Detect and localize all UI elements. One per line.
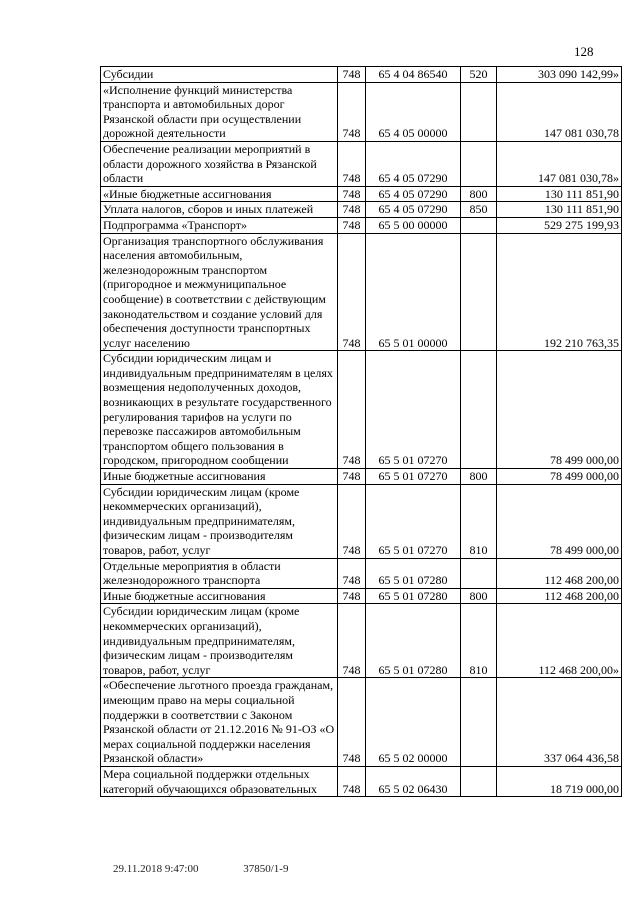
row-amount-cell: 529 275 199,93 (497, 217, 622, 233)
row-name-cell: Уплата налогов, сборов и иных платежей (101, 202, 338, 218)
row-target-code-cell: 65 5 01 07280 (366, 604, 461, 678)
table-row (101, 766, 622, 796)
row-admin-code-cell: 748 (338, 469, 366, 485)
table-row (101, 604, 622, 678)
row-amount-cell: 78 499 000,00 (497, 484, 622, 558)
row-name-cell: «Обеспечение льготного проезда гражданам, имеющим право на меры социальной поддержки в соответствии с Законом Рязанской области от 21.12.2016 № 91-ОЗ «О мерах социальной поддержки населения Рязанской области» (101, 678, 338, 767)
row-amount-cell: 303 090 142,99» (497, 67, 622, 83)
row-expense-type-cell (461, 678, 497, 767)
row-expense-type-cell: 810 (461, 484, 497, 558)
row-amount-cell: 192 210 763,35 (497, 233, 622, 351)
row-amount-cell: 112 468 200,00 (497, 558, 622, 588)
table-row (101, 67, 622, 83)
row-amount-cell: 112 468 200,00» (497, 604, 622, 678)
row-name-cell: «Исполнение функций министерства транспорта и автомобильных дорог Рязанской области при осуществлении дорожной деятельности (101, 82, 338, 141)
row-amount-cell: 78 499 000,00 (497, 351, 622, 469)
row-target-code-cell: 65 4 05 07290 (366, 141, 461, 186)
row-admin-code-cell: 748 (338, 484, 366, 558)
row-expense-type-cell: 800 (461, 469, 497, 485)
row-expense-type-cell: 800 (461, 588, 497, 604)
row-admin-code-cell: 748 (338, 202, 366, 218)
row-expense-type-cell (461, 141, 497, 186)
row-amount-cell: 147 081 030,78» (497, 141, 622, 186)
row-target-code-cell: 65 5 02 00000 (366, 678, 461, 767)
table-row (101, 202, 622, 218)
row-target-code-cell: 65 5 02 06430 (366, 766, 461, 796)
row-expense-type-cell (461, 217, 497, 233)
row-target-code-cell: 65 5 01 07270 (366, 351, 461, 469)
row-amount-cell: 130 111 851,90 (497, 202, 622, 218)
row-name-cell: Подпрограмма «Транспорт» (101, 217, 338, 233)
row-expense-type-cell (461, 558, 497, 588)
row-expense-type-cell (461, 766, 497, 796)
row-target-code-cell: 65 5 00 00000 (366, 217, 461, 233)
row-expense-type-cell: 520 (461, 67, 497, 83)
budget-table (100, 66, 622, 797)
footer-doc-id: 37850/1-9 (243, 863, 289, 875)
table-row (101, 217, 622, 233)
row-name-cell: Иные бюджетные ассигнования (101, 588, 338, 604)
row-admin-code-cell: 748 (338, 604, 366, 678)
table-row (101, 351, 622, 469)
row-target-code-cell: 65 5 01 07270 (366, 469, 461, 485)
row-name-cell: Обеспечение реализации мероприятий в области дорожного хозяйства в Рязанской области (101, 141, 338, 186)
footer (113, 863, 330, 875)
row-admin-code-cell: 748 (338, 678, 366, 767)
row-admin-code-cell: 748 (338, 766, 366, 796)
row-target-code-cell: 65 4 04 86540 (366, 67, 461, 83)
row-name-cell: Организация транспортного обслуживания населения автомобильным, железнодорожным транспортом (пригородное и межмуниципальное сообщение) в соответствии с действующим законодательством и создание условий для обеспечения доступности транспортных услуг населению (101, 233, 338, 351)
table-row (101, 558, 622, 588)
row-admin-code-cell: 748 (338, 217, 366, 233)
row-target-code-cell: 65 5 01 07270 (366, 484, 461, 558)
row-target-code-cell: 65 5 01 00000 (366, 233, 461, 351)
table-row (101, 678, 622, 767)
row-admin-code-cell: 748 (338, 233, 366, 351)
row-expense-type-cell: 850 (461, 202, 497, 218)
row-admin-code-cell: 748 (338, 351, 366, 469)
row-amount-cell: 112 468 200,00 (497, 588, 622, 604)
row-expense-type-cell (461, 82, 497, 141)
row-admin-code-cell: 748 (338, 186, 366, 202)
table-row (101, 588, 622, 604)
row-amount-cell: 18 719 000,00 (497, 766, 622, 796)
row-expense-type-cell (461, 351, 497, 469)
row-name-cell: Субсидии юридическим лицам и индивидуальным предпринимателям в целях возмещения недополученных доходов, возникающих в результате государственного регулирования тарифов на услуги по перевозке пассажиров автомобильным транспортом общего пользования в городском, пригородном сообщении (101, 351, 338, 469)
footer-timestamp: 29.11.2018 9:47:00 (113, 863, 199, 875)
row-amount-cell: 78 499 000,00 (497, 469, 622, 485)
row-name-cell: Иные бюджетные ассигнования (101, 469, 338, 485)
row-name-cell: Субсидии юридическим лицам (кроме некоммерческих организаций), индивидуальным предпринимателям, физическим лицам - производителям товаров, работ, услуг (101, 484, 338, 558)
row-expense-type-cell: 800 (461, 186, 497, 202)
budget-table-body (101, 67, 622, 797)
row-target-code-cell: 65 5 01 07280 (366, 558, 461, 588)
row-admin-code-cell: 748 (338, 82, 366, 141)
row-admin-code-cell: 748 (338, 558, 366, 588)
row-target-code-cell: 65 4 05 00000 (366, 82, 461, 141)
row-target-code-cell: 65 4 05 07290 (366, 186, 461, 202)
row-target-code-cell: 65 4 05 07290 (366, 202, 461, 218)
table-row (101, 484, 622, 558)
row-target-code-cell: 65 5 01 07280 (366, 588, 461, 604)
row-expense-type-cell (461, 233, 497, 351)
table-row (101, 82, 622, 141)
table-row (101, 469, 622, 485)
row-amount-cell: 337 064 436,58 (497, 678, 622, 767)
row-name-cell: Субсидии юридическим лицам (кроме некоммерческих организаций), индивидуальным предпринимателям, физическим лицам - производителям товаров, работ, услуг (101, 604, 338, 678)
row-name-cell: Отдельные мероприятия в области железнодорожного транспорта (101, 558, 338, 588)
row-amount-cell: 130 111 851,90 (497, 186, 622, 202)
row-name-cell: Субсидии (101, 67, 338, 83)
page-number: 128 (574, 44, 594, 59)
row-admin-code-cell: 748 (338, 588, 366, 604)
row-admin-code-cell: 748 (338, 67, 366, 83)
row-name-cell: «Иные бюджетные ассигнования (101, 186, 338, 202)
row-admin-code-cell: 748 (338, 141, 366, 186)
row-name-cell: Мера социальной поддержки отдельных категорий обучающихся образовательных (101, 766, 338, 796)
table-row (101, 233, 622, 351)
row-expense-type-cell: 810 (461, 604, 497, 678)
table-row (101, 186, 622, 202)
row-amount-cell: 147 081 030,78 (497, 82, 622, 141)
table-row (101, 141, 622, 186)
